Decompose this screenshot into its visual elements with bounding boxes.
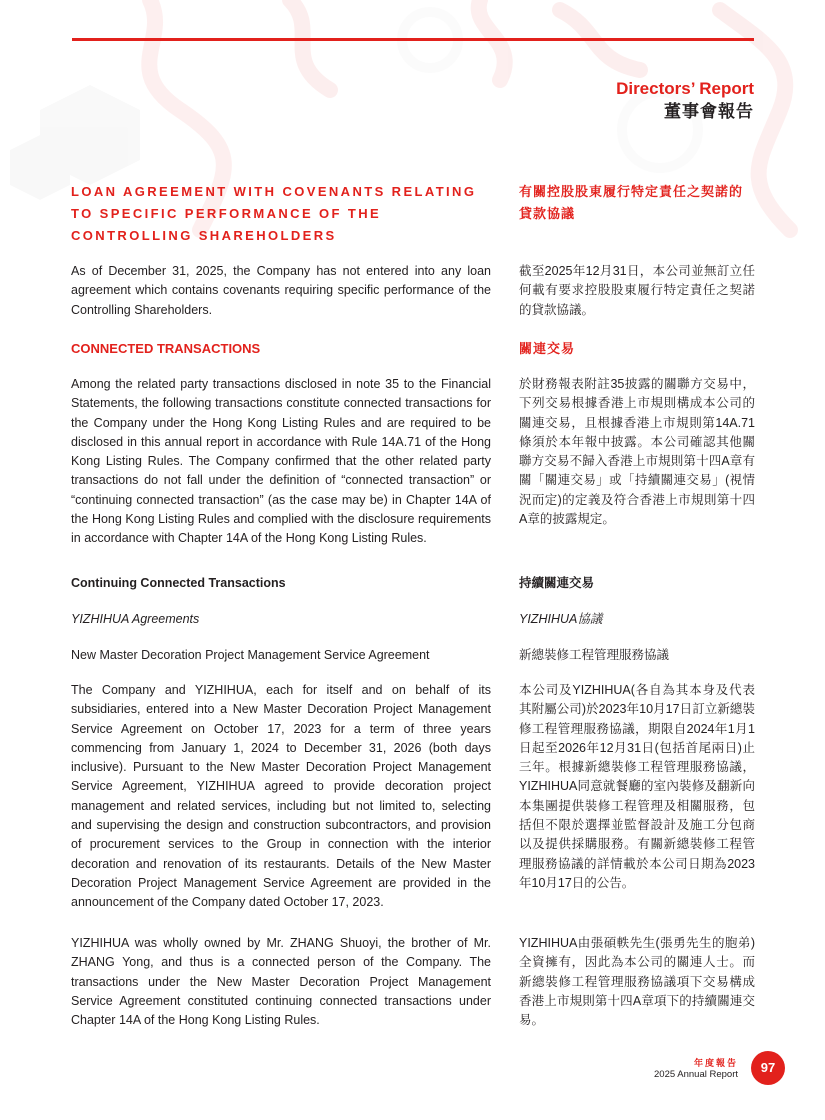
section2-heading-en: CONNECTED TRANSACTIONS xyxy=(71,341,261,356)
page-header xyxy=(616,78,754,124)
header-title-zh: 董事會報告 xyxy=(664,102,754,121)
agreement-title-en: New Master Decoration Project Management Service Agreement xyxy=(71,648,430,662)
agreement-title-zh: 新總裝修工程管理服務協議 xyxy=(519,648,670,662)
agreement-para2-en: YIZHIHUA was wholly owned by Mr. ZHANG Shuoyi, the brother of Mr. ZHANG Yong, and thus is a connected person of the Company. The transactions under the New Master Decoration Project Management Service Agreement constituted continuing connected transactions under Chapter 14A of the Hong Kong Listing Rules. xyxy=(71,936,491,1028)
page-footer xyxy=(654,1057,738,1081)
section2-body-en: Among the related party transactions disclosed in note 35 to the Financial Statements, the following transactions constitute connected transactions for the Company under the Hong Kong Listing Rules and are required to be disclosed in this annual report in accordance with Rule 14A.71 of the Hong Kong Listing Rules. The Company confirmed that the other related party transactions do not fall under the definition of “connected transaction” or “continuing connected transaction” (as the case may be) in Chapter 14A of the Hong Kong Listing Rules and complied with the disclosure requirements in accordance with Chapter 14A of the Hong Kong Listing Rules. xyxy=(71,377,491,546)
footer-report-en: 2025 Annual Report xyxy=(654,1069,738,1080)
page-number: 97 xyxy=(751,1051,785,1085)
header-rule xyxy=(72,38,754,41)
footer-report-zh: 年度報告 xyxy=(693,1058,738,1068)
section1-body-zh: 截至2025年12月31日，本公司並無訂立任何載有要求控股股東履行特定責任之契諾的貸款協議。 xyxy=(519,264,755,317)
section3-subheading-en: YIZHIHUA Agreements xyxy=(71,612,200,626)
section1-heading-zh: 有關控股股東履行特定責任之契諾的貸款協議 xyxy=(519,184,744,221)
header-title-en: Directors’ Report xyxy=(616,79,754,98)
section2-heading-zh: 關連交易 xyxy=(519,341,576,356)
section2-body-zh: 於財務報表附註35披露的關聯方交易中，下列交易根據香港上市規則構成本公司的關連交易，且根據香港上市規則第14A.71條須於本年報中披露。本公司確認其他關聯方交易不歸入香港上市規則第十四A章有關「關連交易」或「持續關連交易」(視情況而定)的定義及符合香港上市規則第十四A章的披露規定。 xyxy=(519,377,755,527)
agreement-para1-en: The Company and YIZHIHUA, each for itself and on behalf of its subsidiaries, entered into a New Master Decoration Project Management Service Agreement on October 17, 2023 for a term of three years commencing from January 1, 2024 to December 31, 2026 (both days inclusive). Pursuant to the New Master Decoration Project Management Service Agreement, YIZHIHUA agreed to provide decoration project management and related services, including but not limited to, selecting and supervising the design and construction subcontractors, and provision of procurement services to the Group in connection with the interior decoration and renovation of its restaurants. Details of the New Master Decoration Project Management Service Agreement are provided in the announcement of the Company dated October 17, 2023. xyxy=(71,683,491,910)
section1-heading-en: LOAN AGREEMENT WITH COVENANTS RELATING TO SPECIFIC PERFORMANCE OF THE CONTROLLING SHAREHOLDERS xyxy=(71,184,477,243)
section3-heading-zh: 持續關連交易 xyxy=(519,576,595,590)
agreement-para1-zh: 本公司及YIZHIHUA(各自為其本身及代表其附屬公司)於2023年10月17日訂立新總裝修工程管理服務協議，期限自2024年1月1日起至2026年12月31日(包括首尾兩日)止三年。根據新總裝修工程管理服務協議，YIZHIHUA同意就餐廳的室內裝修及翻新向本集團提供裝修工程管理及相關服務，包括但不限於選擇並監督設計及施工分包商以及提供採購服務。有關新總裝修工程管理服務協議的詳情載於本公司日期為2023年10月17日的公告。 xyxy=(519,683,755,890)
section3-heading-en: Continuing Connected Transactions xyxy=(71,576,286,590)
agreement-para2-zh: YIZHIHUA由張碩軼先生(張勇先生的胞弟)全資擁有，因此為本公司的關連人士。而新總裝修工程管理服務協議項下交易構成香港上市規則第十四A章項下的持續關連交易。 xyxy=(519,936,755,1028)
section3-subheading-zh: YIZHIHUA協議 xyxy=(519,612,603,626)
section1-body-en: As of December 31, 2025, the Company has not entered into any loan agreement which contains covenants requiring specific performance of the Controlling Shareholders. xyxy=(71,264,491,317)
